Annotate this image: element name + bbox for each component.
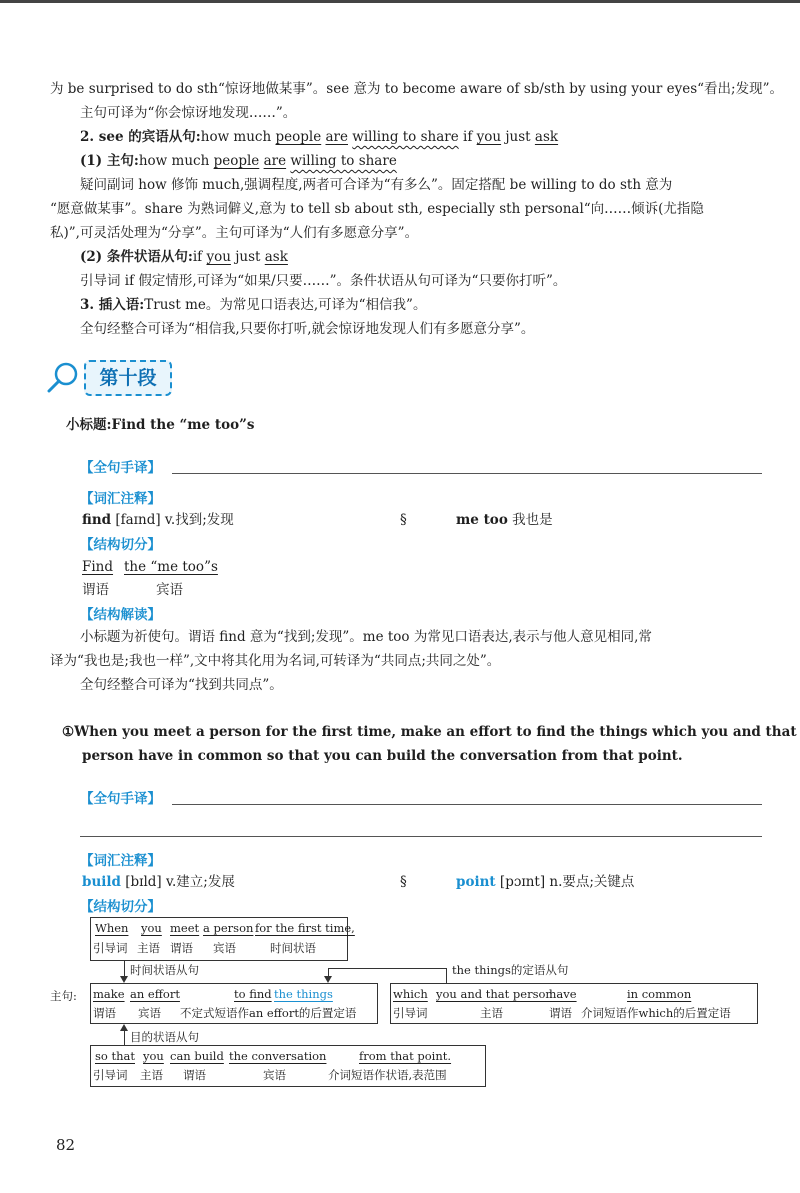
diagram-word: so that [95,1049,135,1063]
diagram-word: an effort [130,987,180,1001]
connector-line [124,1031,125,1046]
diagram-word: in common [627,987,692,1001]
vocab-definition: [faɪnd] v.找到;发现 [115,512,234,528]
diagram-word-antecedent: the things [274,987,333,1001]
diagram-role: 宾语 [213,941,236,955]
diagram-role: 介词短语作状语,表范围 [328,1068,447,1082]
diagram-word: make [93,987,125,1001]
vocab-definition: [pɔɪnt] n.要点;关键点 [499,874,635,890]
arrow-down-icon [324,976,332,983]
condition-clause-line [80,247,288,267]
translate-tag: 【全句手译】 [80,460,161,476]
relative-clause-label: the things的定语从句 [452,963,569,977]
diagram-role: 谓语 [93,1006,116,1020]
vocab-tag: 【词汇注释】 [80,853,161,869]
purpose-clause-label: 目的状语从句 [130,1030,199,1044]
main-clause-prefix: 主句: [50,989,77,1003]
page-number: 82 [56,1136,76,1154]
diagram-word: you [143,1049,164,1063]
sentence-line-2: person have in common so that you can build the conversation from that point. [82,748,683,764]
paragraph-line: 疑问副词 how 修饰 much,强调程度,两者可合译为“有多么”。固定搭配 be willing to do sth 意为 [80,177,673,193]
heading-text: just [501,129,535,145]
paragraph-line: “愿意做某事”。share 为熟词僻义,意为 to tell sb about sth, especially sth personal“向……倾诉(尤指隐 [50,201,704,217]
diagram-role: 引导词 [93,941,128,955]
section-sign: § [400,512,407,528]
sentence-line-1: ①When you meet a person for the first time, make an effort to find the things which you and that [62,724,797,740]
connector-line [446,968,447,984]
subject-word: people [275,129,322,145]
structure-tag: 【结构切分】 [80,537,161,553]
clause-text: how much [138,153,214,169]
insert-text: Trust me。为常见口语表达,可译为“相信我”。 [144,297,427,313]
diagram-role: 引导词 [393,1006,428,1020]
subject-word: you [476,129,502,145]
verb-word: are [263,153,287,169]
paragraph-line: 小标题为祈使句。谓语 find 意为“找到;发现”。me too 为常见口语表达,表示与他人意见相同,常 [80,629,652,645]
paragraph-line: 为 be surprised to do sth“惊讶地做某事”。see 意为 to become aware of sb/sth by using your eyes“看出;发现”。 [50,81,784,97]
paragraph-line: 引导词 if 假定情形,可译为“如果/只要……”。条件状语从句可译为“只要你打听”。 [80,273,567,289]
diagram-word: for the first time, [255,921,355,935]
connector-line [328,968,446,969]
section-title: 第十段 [84,360,172,396]
translate-tag: 【全句手译】 [80,791,161,807]
diagram-word: from that point. [359,1049,452,1063]
subject-word: people [213,153,260,169]
verb-word: ask [264,249,288,265]
diagram-word: meet [170,921,200,935]
vocab-word: point [456,874,496,890]
split-word-me-too: the “me too”s [124,559,218,575]
split-role: 谓语 [82,582,109,598]
diagram-role: 谓语 [549,1006,572,1020]
condition-clause-label: (2) 条件状语从句: [80,249,193,265]
subtitle: 小标题:Find the “me too”s [66,417,255,433]
structure-tag: 【结构切分】 [80,899,161,915]
diagram-word: a person [203,921,254,935]
diagram-word: the conversation [229,1049,327,1063]
summary-line: 全句经整合可译为“相信我,只要你打听,就会惊讶地发现人们有多愿意分享”。 [80,321,535,337]
diagram-role: 宾语 [263,1068,286,1082]
heading-text: if [458,129,477,145]
diagram-role: 主语 [480,1006,503,1020]
insert-line [80,295,426,315]
verb-word: ask [534,129,559,145]
diagram-word: you and that person [436,987,553,1001]
verb-word: are [325,129,348,145]
diagram-word: When [95,921,129,935]
section-sign: § [400,874,407,890]
diagram-role: 宾语 [138,1006,161,1020]
arrow-up-icon [120,1024,128,1031]
predicative-words: willing to share [290,153,397,169]
vocab-word: build [82,874,121,890]
vocab-tag: 【词汇注释】 [80,491,161,507]
diagram-role: 主语 [140,1068,163,1082]
vocab-word: find [82,512,112,528]
heading-label: 2. see 的宾语从句: [80,129,201,145]
clause-text: if [192,249,207,265]
paragraph-line: 全句经整合可译为“找到共同点”。 [80,677,283,693]
object-clause-heading [80,127,558,147]
translate-answer-line[interactable] [172,804,762,805]
diagram-word: have [549,987,577,1001]
paragraph-line: 主句可译为“你会惊讶地发现……”。 [80,105,297,121]
diagram-role: 谓语 [183,1068,206,1082]
paragraph-line: 私)”,可灵活处理为“分享”。主句可译为“人们有多愿意分享”。 [50,225,419,241]
split-role: 宾语 [156,582,183,598]
vocab-definition: 我也是 [512,512,553,528]
diagram-word: you [141,921,162,935]
vocab-entry-find [82,510,234,530]
diagram-role: 时间状语 [270,941,316,955]
diagram-role: 介词短语作which的后置定语 [581,1006,731,1020]
vocab-definition: [bɪld] v.建立;发展 [125,874,235,890]
translate-answer-line[interactable] [172,473,762,474]
subject-word: you [206,249,231,265]
predicative-words: willing to share [352,129,459,145]
split-word-find: Find [82,559,114,575]
heading-text: how much [200,129,276,145]
translate-answer-line[interactable] [80,836,762,837]
vocab-entry-point [456,872,634,892]
diagram-word: to find [234,987,272,1001]
diagram-word: can build [170,1049,224,1063]
analysis-tag: 【结构解读】 [80,607,161,623]
diagram-role: 谓语 [170,941,193,955]
diagram-role: 不定式短语作an effort的后置定语 [180,1006,357,1020]
connector-line [124,961,125,976]
vocab-entry-build [82,872,235,892]
diagram-role: 主语 [137,941,160,955]
paragraph-line: 译为“我也是;我也一样”,文中将其化用为名词,可转译为“共同点;共同之处”。 [50,653,501,669]
insert-label: 3. 插入语: [80,297,145,313]
when-clause-label: 时间状语从句 [130,963,199,977]
arrow-down-icon [120,976,128,983]
main-clause-line [80,151,397,171]
vocab-entry-me-too [456,510,553,530]
clause-text: just [230,249,265,265]
diagram-role: 引导词 [93,1068,128,1082]
diagram-word: which [393,987,428,1001]
magnifier-icon [46,360,80,394]
top-rule [0,0,800,3]
vocab-word: me too [456,512,508,528]
main-clause-label: (1) 主句: [80,153,139,169]
